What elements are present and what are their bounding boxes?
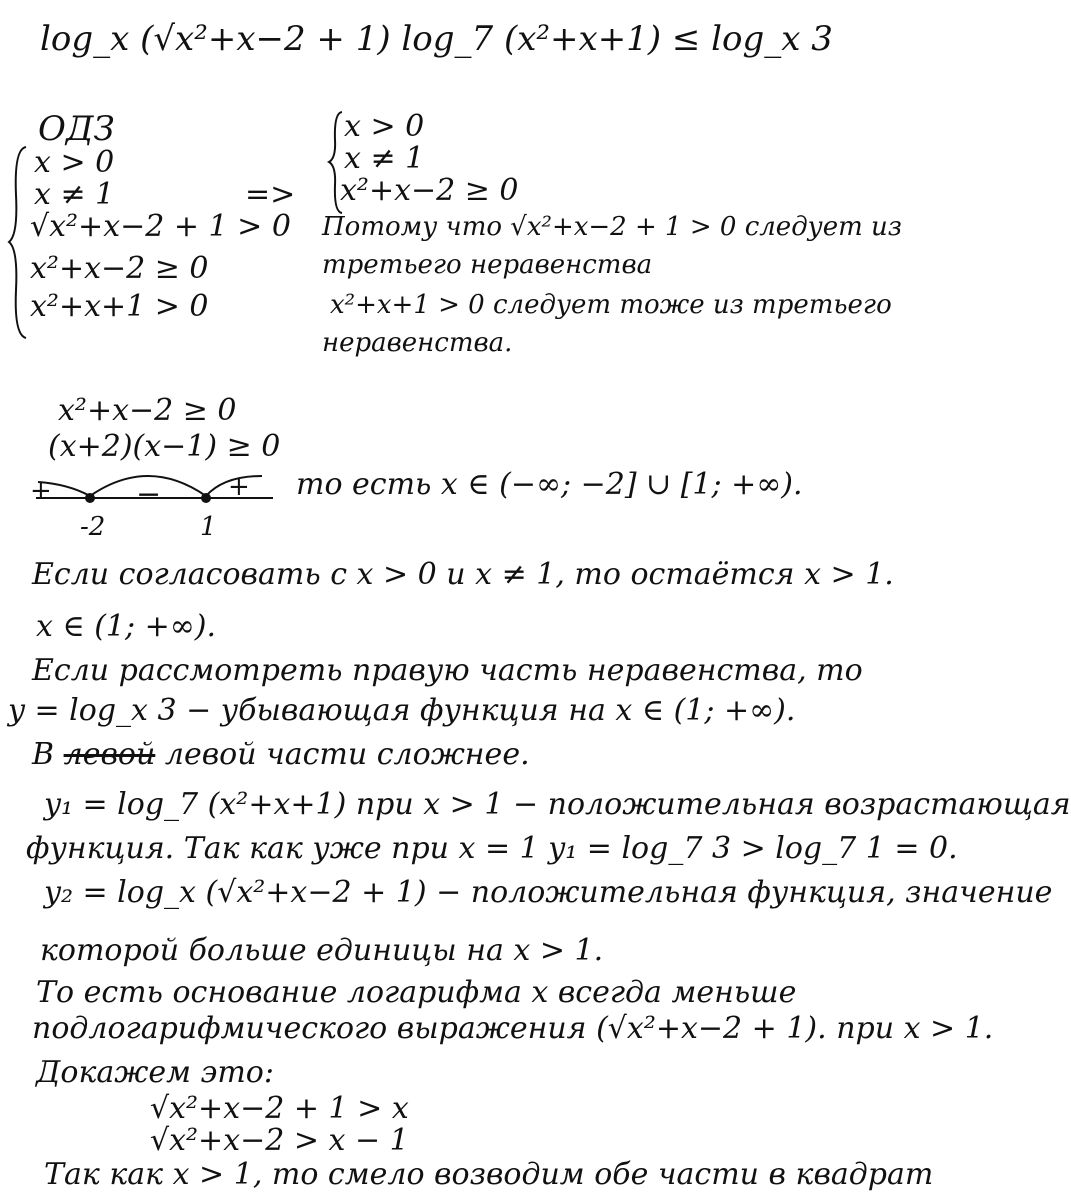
interval-answer: то есть x ∈ (−∞; −2] ∪ [1; +∞). <box>296 467 803 502</box>
odz-right-line: x ≠ 1 <box>344 141 425 176</box>
implies-arrow: => <box>245 177 296 212</box>
text-line: y₁ = log_7 (x²+x+1) при x > 1 − положительная возрастающая <box>44 787 1071 822</box>
text-line: y = log_x 3 − убывающая функция на x ∈ (1; +∞). <box>8 693 796 728</box>
odz-note: третьего неравенства <box>322 250 653 280</box>
point-one <box>201 493 211 503</box>
sign-plus-right: + <box>228 472 250 502</box>
tick-minus-two: -2 <box>80 512 106 542</box>
text-line: которой больше единицы на x > 1. <box>40 933 604 968</box>
text-line <box>32 737 530 772</box>
text-line: Если рассмотреть правую часть неравенства, то <box>32 653 863 688</box>
odz-left-line: √x²+x−2 + 1 > 0 <box>30 209 291 244</box>
text-fragment: левой части сложнее. <box>164 737 530 772</box>
odz-left-line: x > 0 <box>34 145 115 180</box>
sign-plus-left: + <box>30 476 52 506</box>
left-system-brace <box>6 145 30 340</box>
problem-statement: log_x (√x²+x−2 + 1) log_7 (x²+x+1) ≤ log_x 3 <box>40 19 833 59</box>
text-line: функция. Так как уже при x = 1 y₁ = log_7 3 > log_7 1 = 0. <box>26 831 958 866</box>
quadratic-inequality: x²+x−2 ≥ 0 <box>58 393 237 428</box>
text-line: Докажем это: <box>36 1055 274 1090</box>
point-minus-two <box>85 493 95 503</box>
odz-note: неравенства. <box>322 328 513 358</box>
odz-note: Потому что √x²+x−2 + 1 > 0 следует из <box>322 212 902 242</box>
odz-left-line: x ≠ 1 <box>34 177 115 212</box>
text-line: подлогарифмического выражения (√x²+x−2 + 1). при x > 1. <box>32 1011 994 1046</box>
text-line: y₂ = log_x (√x²+x−2 + 1) − положительная функция, значение <box>44 875 1053 910</box>
odz-right-line: x²+x−2 ≥ 0 <box>340 173 519 208</box>
tick-one: 1 <box>200 512 217 542</box>
text-fragment: В <box>32 737 55 772</box>
odz-left-line: x²+x+1 > 0 <box>30 289 209 324</box>
sign-minus: − <box>136 477 162 512</box>
text-line: То есть основание логарифма x всегда меньше <box>36 975 797 1010</box>
text-line: x ∈ (1; +∞). <box>36 609 216 644</box>
text-line: Если согласовать с x > 0 и x ≠ 1, то остаётся x > 1. <box>32 557 894 592</box>
odz-note: x²+x+1 > 0 следует тоже из третьего <box>330 290 892 320</box>
crossed-out-word: левой <box>63 737 156 772</box>
factored-inequality: (x+2)(x−1) ≥ 0 <box>48 429 281 464</box>
odz-left-line: x²+x−2 ≥ 0 <box>30 251 209 286</box>
odz-right-line: x > 0 <box>344 109 425 144</box>
text-line: Так как x > 1, то смело возводим обе части в квадрат <box>44 1157 934 1192</box>
odz-title: ОДЗ <box>38 109 115 149</box>
text-line: √x²+x−2 > x − 1 <box>150 1123 409 1158</box>
text-line: √x²+x−2 + 1 > x <box>150 1091 409 1126</box>
